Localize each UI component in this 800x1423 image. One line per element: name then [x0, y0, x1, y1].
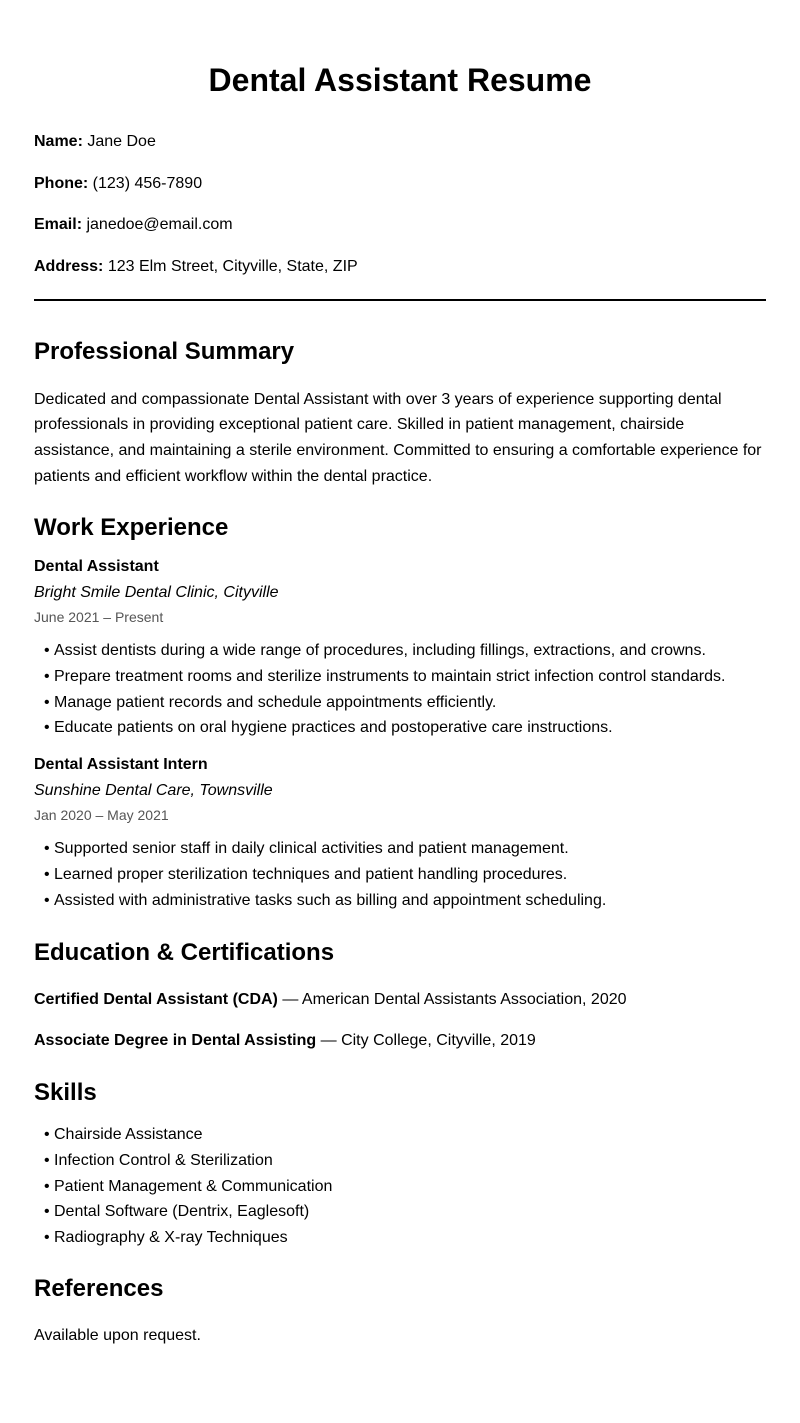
education-name: Certified Dental Assistant (CDA) — [34, 991, 278, 1009]
references-section — [34, 1274, 766, 1346]
email-value: janedoe@email.com — [86, 216, 233, 233]
job-dates: June 2021 – Present — [34, 609, 164, 626]
list-item: • Chairside Assistance — [44, 1122, 766, 1148]
list-item: • Assist dentists during a wide range of procedures, including fillings, extractions, and crowns. — [44, 638, 766, 664]
job-entry — [34, 755, 766, 913]
list-item: • Prepare treatment rooms and sterilize instruments to maintain strict infection control standards. — [44, 664, 766, 690]
education-name: Associate Degree in Dental Assisting — [34, 1032, 317, 1050]
education-item — [34, 1031, 766, 1051]
phone-label: Phone: — [34, 174, 89, 192]
list-item: • Assisted with administrative tasks such as billing and appointment scheduling. — [44, 888, 766, 914]
list-item: • Radiography & X-ray Techniques — [44, 1225, 766, 1251]
job-duties-list — [34, 638, 766, 741]
contact-address — [34, 257, 766, 277]
references-heading: References — [34, 1274, 164, 1302]
professional-summary-section — [34, 337, 766, 490]
page-title: Dental Assistant Resume — [208, 62, 592, 98]
education-item — [34, 990, 766, 1010]
job-title: Dental Assistant — [34, 558, 159, 576]
job-company: Sunshine Dental Care, Townsville — [34, 782, 273, 800]
job-entry — [34, 557, 766, 741]
skills-heading: Skills — [34, 1079, 97, 1107]
name-value: Jane Doe — [87, 133, 156, 150]
list-item: • Infection Control & Sterilization — [44, 1148, 766, 1174]
work-experience-section — [34, 513, 766, 913]
summary-heading: Professional Summary — [34, 337, 295, 365]
address-label: Address: — [34, 257, 104, 275]
contact-email — [34, 215, 766, 235]
contact-name — [34, 132, 766, 152]
email-label: Email: — [34, 216, 83, 233]
phone-value: (123) 456-7890 — [92, 174, 203, 192]
work-heading: Work Experience — [34, 514, 229, 542]
list-item: • Dental Software (Dentrix, Eaglesoft) — [44, 1199, 766, 1225]
contact-phone — [34, 174, 766, 194]
summary-text: Dedicated and compassionate Dental Assistant with over 3 years of experience supporting dental professionals in providing exceptional patient care. Skilled in patient management, chairside assistance, and maintaining a sterile environment. Committed to ensuring a comfortable experience for patients and efficient workflow within the dental practice. — [34, 390, 762, 485]
skills-section — [34, 1078, 766, 1251]
references-text: Available upon request. — [34, 1326, 201, 1344]
education-detail: — City College, Cityville, 2019 — [316, 1032, 536, 1050]
header-divider — [34, 299, 766, 301]
name-label: Name: — [34, 133, 83, 150]
list-item: • Educate patients on oral hygiene practices and postoperative care instructions. — [44, 715, 766, 741]
list-item: • Patient Management & Communication — [44, 1174, 766, 1200]
job-company: Bright Smile Dental Clinic, Cityville — [34, 584, 279, 602]
list-item: • Supported senior staff in daily clinical activities and patient management. — [44, 836, 766, 862]
skills-list — [34, 1122, 766, 1251]
contact-info — [34, 132, 766, 277]
job-title: Dental Assistant Intern — [34, 756, 208, 774]
job-duties-list — [34, 836, 766, 913]
list-item: • Manage patient records and schedule appointments efficiently. — [44, 690, 766, 716]
education-detail: — American Dental Assistants Association, 2020 — [277, 991, 627, 1009]
job-dates: Jan 2020 – May 2021 — [34, 807, 169, 824]
education-heading: Education & Certifications — [34, 939, 335, 967]
education-section — [34, 938, 766, 1051]
list-item: • Learned proper sterilization techniques and patient handling procedures. — [44, 862, 766, 888]
address-value: 123 Elm Street, Cityville, State, ZIP — [107, 257, 358, 275]
